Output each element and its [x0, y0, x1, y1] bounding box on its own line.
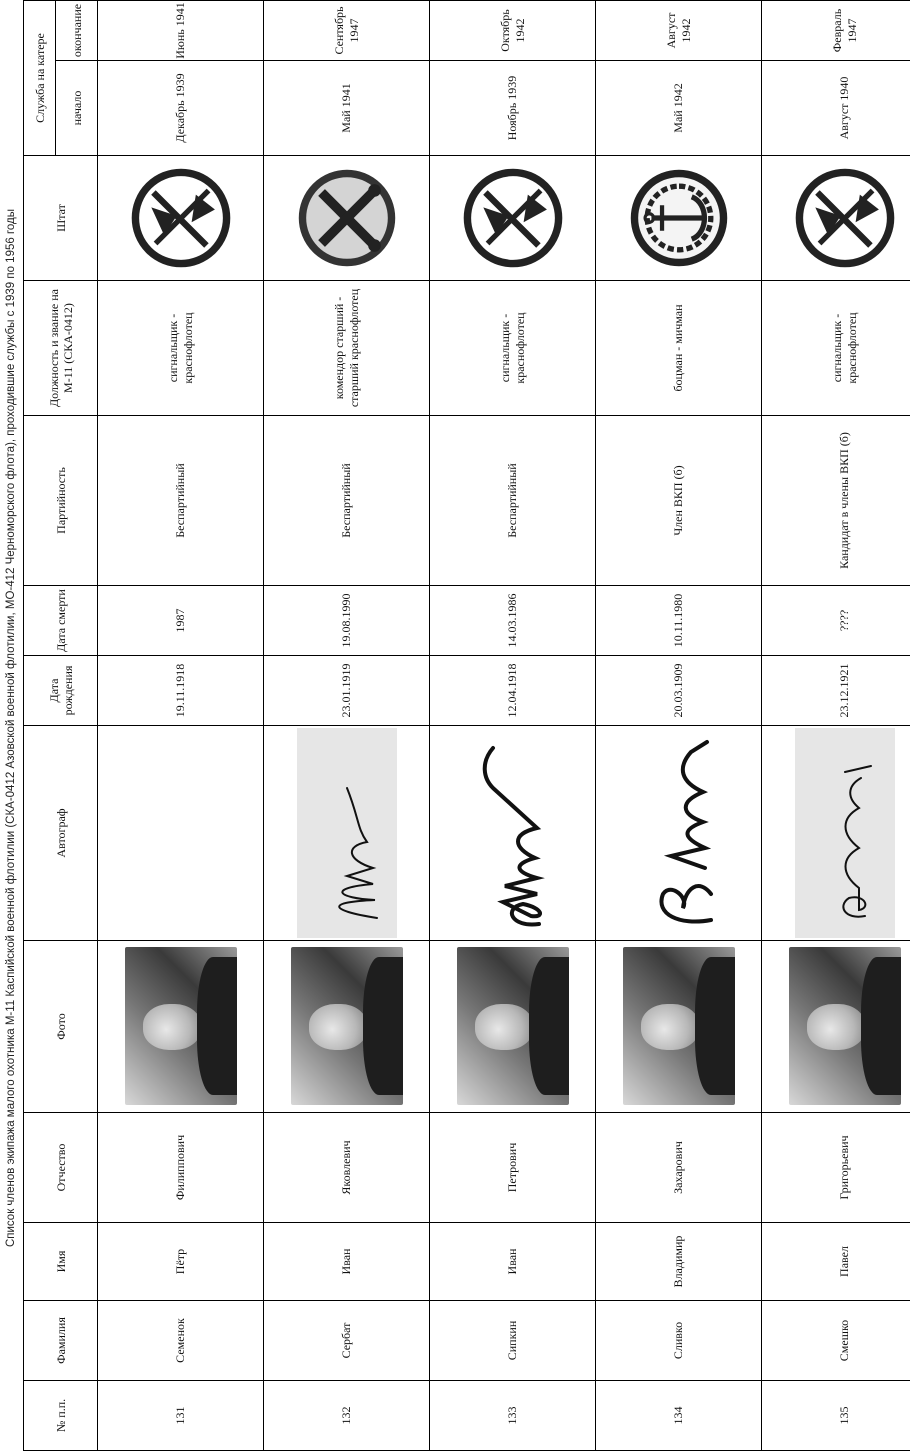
position-cell: сигнальщик - краснофлотец [430, 281, 596, 416]
photo-cell [596, 941, 762, 1113]
badge-cell [762, 156, 910, 281]
party-cell: Член ВКП (б) [596, 416, 762, 586]
row-number: 135 [762, 1381, 910, 1451]
service-end-cell: Февраль 1947 [762, 1, 910, 61]
table-caption: Список членов экипажа малого охотника М-11 Каспийской военной флотилии (СКА-0412 Азовской военной флотилии, МО-412 Черноморского флота), проходившие службы с 1939 по 1956 годы [5, 208, 17, 1248]
photo-cell [98, 941, 264, 1113]
photo-cell [762, 941, 910, 1113]
name-cell: Иван [264, 1223, 430, 1301]
table-row [430, 1, 596, 1451]
badge-cell [98, 156, 264, 281]
badge-cell [596, 156, 762, 281]
boatswain-anchor-chain-icon [626, 165, 732, 271]
party-cell: Кандидат в члены ВКП (б) [762, 416, 910, 586]
patronymic-cell: Петрович [430, 1113, 596, 1223]
patronymic-cell: Яковлевич [264, 1113, 430, 1223]
photo-cell [430, 941, 596, 1113]
header-birth-date: Дата рождения [24, 656, 98, 726]
birth-date-cell: 20.03.1909 [596, 656, 762, 726]
service-end-cell: Август 1942 [596, 1, 762, 61]
header-num: № п.п. [24, 1381, 98, 1451]
position-cell: сигнальщик - краснофлотец [762, 281, 910, 416]
patronymic-cell: Филиппович [98, 1113, 264, 1223]
party-cell: Беспартийный [264, 416, 430, 586]
birth-date-cell: 19.11.1918 [98, 656, 264, 726]
autograph-cell [762, 726, 910, 941]
crew-table-body [98, 1, 910, 1451]
autograph-cell [98, 726, 264, 941]
signature-image [287, 728, 407, 938]
header-photo: Фото [24, 941, 98, 1113]
surname-cell: Смешко [762, 1301, 910, 1381]
table-row [762, 1, 910, 1451]
gunner-crossed-cannons-icon [294, 165, 400, 271]
row-number: 134 [596, 1381, 762, 1451]
header-service-end: окончание [56, 1, 98, 61]
surname-cell: Сербат [264, 1301, 430, 1381]
table-row [596, 1, 762, 1451]
autograph-cell [264, 726, 430, 941]
patronymic-cell: Захарович [596, 1113, 762, 1223]
service-start-cell: Ноябрь 1939 [430, 61, 596, 156]
service-start-cell: Декабрь 1939 [98, 61, 264, 156]
table-row [98, 1, 264, 1451]
row-number: 132 [264, 1381, 430, 1451]
signature-image [453, 728, 573, 938]
table-row [264, 1, 430, 1451]
death-date-cell: 1987 [98, 586, 264, 656]
position-cell: сигнальщик - краснофлотец [98, 281, 264, 416]
crew-table [23, 0, 910, 1451]
service-start-cell: Август 1940 [762, 61, 910, 156]
header-name: Имя [24, 1223, 98, 1301]
autograph-cell [430, 726, 596, 941]
signalman-flags-icon [460, 165, 566, 271]
name-cell: Владимир [596, 1223, 762, 1301]
position-cell: боцман - мичман [596, 281, 762, 416]
header-surname: Фамилия [24, 1301, 98, 1381]
row-number: 131 [98, 1381, 264, 1451]
header-badge: Штат [24, 156, 98, 281]
header-death-date: Дата смерти [24, 586, 98, 656]
surname-cell: Семенок [98, 1301, 264, 1381]
death-date-cell: ???? [762, 586, 910, 656]
header-service: Служба на катере [24, 1, 56, 156]
birth-date-cell: 23.12.1921 [762, 656, 910, 726]
name-cell: Павел [762, 1223, 910, 1301]
header-party: Партийность [24, 416, 98, 586]
signature-image [785, 728, 905, 938]
birth-date-cell: 12.04.1918 [430, 656, 596, 726]
signalman-flags-icon [792, 165, 898, 271]
death-date-cell: 19.08.1990 [264, 586, 430, 656]
badge-cell [264, 156, 430, 281]
party-cell: Беспартийный [98, 416, 264, 586]
service-end-cell: Сентябрь 1947 [264, 1, 430, 61]
header-position: Должность и звание на М-11 (СКА-0412) [24, 281, 98, 416]
patronymic-cell: Григорьевич [762, 1113, 910, 1223]
name-cell: Иван [430, 1223, 596, 1301]
signature-image [619, 728, 739, 938]
surname-cell: Сипкин [430, 1301, 596, 1381]
photo-cell [264, 941, 430, 1113]
badge-cell [430, 156, 596, 281]
party-cell: Беспартийный [430, 416, 596, 586]
death-date-cell: 10.11.1980 [596, 586, 762, 656]
service-end-cell: Октябрь 1942 [430, 1, 596, 61]
header-autograph: Автограф [24, 726, 98, 941]
service-start-cell: Май 1941 [264, 61, 430, 156]
header-patronymic: Отчество [24, 1113, 98, 1223]
position-cell: комендор старший - старший краснофлотец [264, 281, 430, 416]
crew-photo [291, 948, 403, 1106]
birth-date-cell: 23.01.1919 [264, 656, 430, 726]
death-date-cell: 14.03.1986 [430, 586, 596, 656]
crew-photo [125, 948, 237, 1106]
surname-cell: Сливко [596, 1301, 762, 1381]
crew-photo [789, 948, 901, 1106]
crew-photo [623, 948, 735, 1106]
signalman-flags-icon [128, 165, 234, 271]
service-end-cell: Июнь 1941 [98, 1, 264, 61]
autograph-cell [596, 726, 762, 941]
header-service-start: начало [56, 61, 98, 156]
name-cell: Пётр [98, 1223, 264, 1301]
crew-photo [457, 948, 569, 1106]
service-start-cell: Май 1942 [596, 61, 762, 156]
row-number: 133 [430, 1381, 596, 1451]
